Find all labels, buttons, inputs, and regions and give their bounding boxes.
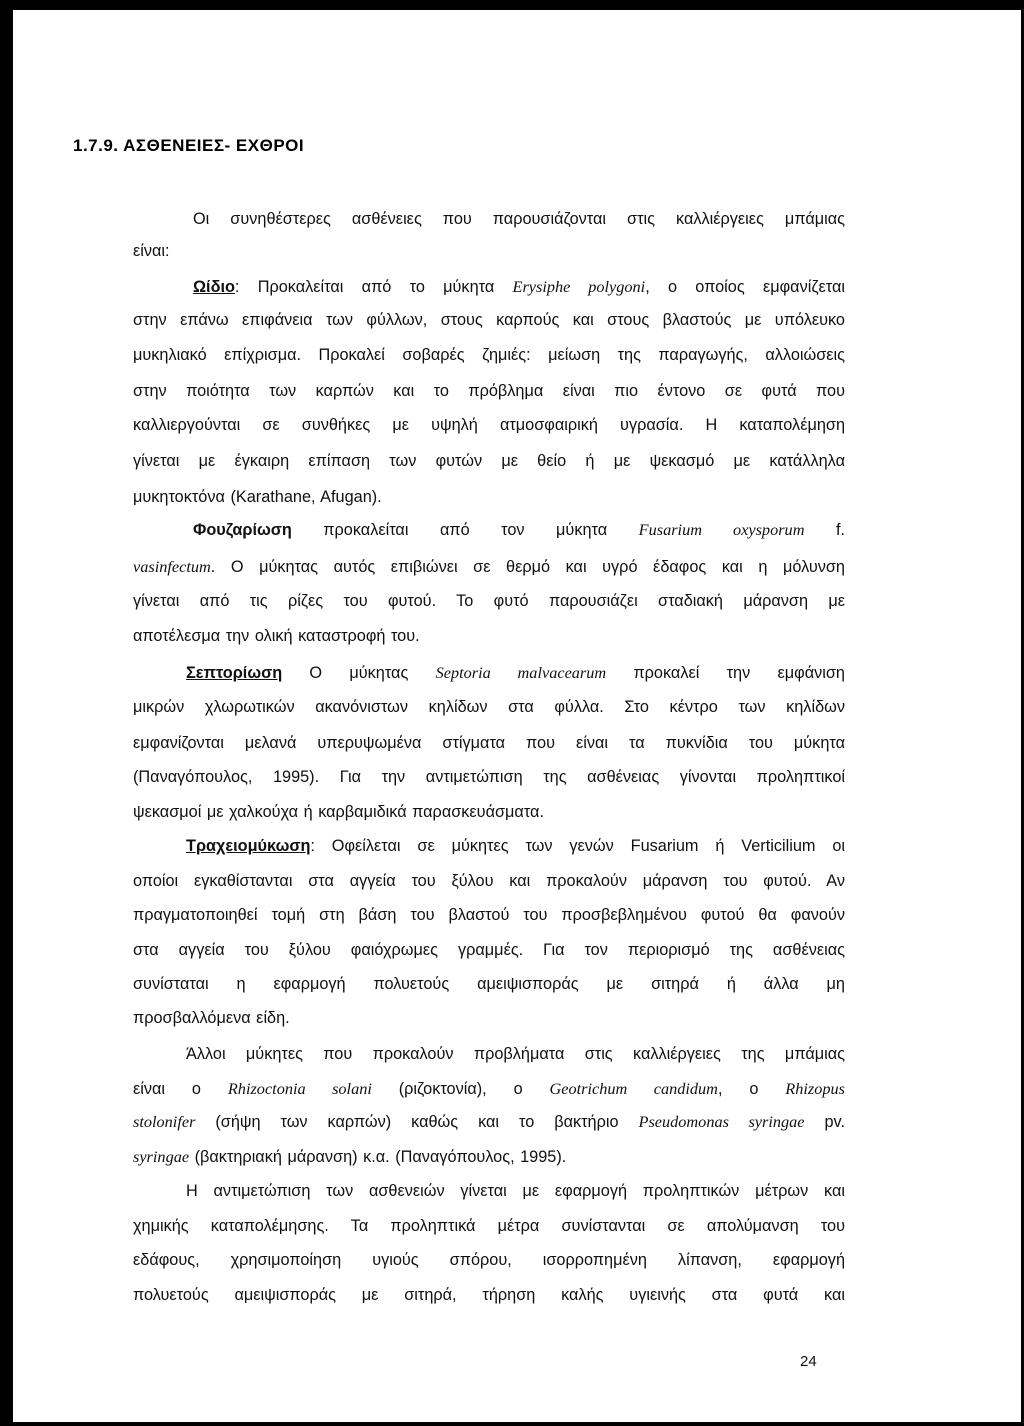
text-line: Τραχειομύκωση: Οφείλεται σε μύκητες των γενών Fusarium ή Verticilium οι: [186, 837, 845, 855]
text-line: συνίσταται η εφαρμογή πολυετούς αμειψισποράς με σιτηρά ή άλλα μη: [133, 975, 845, 993]
text-line: γίνεται με έγκαιρη επίπαση των φυτών με θείο ή με ψεκασμό με κατάλληλα: [133, 452, 845, 470]
text-line: Φουζαρίωση προκαλείται από τον μύκητα Fusarium oxysporum f.: [193, 520, 845, 539]
text-line: στην επάνω επιφάνεια των φύλλων, στους καρπούς και στους βλαστούς με υπόλευκο: [133, 311, 845, 329]
text-line: Άλλοι μύκητες που προκαλούν προβλήματα στις καλλιέργειες της μπάμιας: [186, 1045, 845, 1063]
text-line: προσβαλλόμενα είδη.: [133, 1009, 290, 1027]
term-tracheiomykosi: Τραχειομύκωση: [186, 837, 311, 855]
species-name: Pseudomonas syringae: [638, 1112, 805, 1131]
text-line: μυκητοκτόνα (Karathane, Afugan).: [133, 488, 382, 506]
section-title: 1.7.9. ΑΣΘΕΝΕΙΕΣ- ΕΧΘΡΟΙ: [73, 136, 305, 155]
term-oidio: Ωίδιο: [193, 278, 235, 296]
text-line: Ωίδιο: Προκαλείται από το μύκητα Erysiphe polygoni, ο οποίος εμφανίζεται: [193, 277, 845, 296]
text-line: μυκηλιακό επίχρισμα. Προκαλεί σοβαρές ζημιές: μείωση της παραγωγής, αλλοιώσεις: [133, 346, 845, 364]
term-fouzariosi: Φουζαρίωση: [193, 521, 292, 539]
text-line: γίνεται από τις ρίζες του φυτού. Το φυτό παρουσιάζει σταδιακή μάρανση με: [133, 592, 845, 610]
term-septoriosi: Σεπτορίωση: [186, 664, 283, 682]
text-line: στα αγγεία του ξύλου φαιόχρωμες γραμμές. Για τον περιορισμό της ασθένειας: [133, 941, 845, 959]
species-name: syringae: [133, 1147, 190, 1166]
species-name: Geotrichum candidum: [549, 1079, 718, 1098]
text-line: (Παναγόπουλος, 1995). Για την αντιμετώπιση της ασθένειας γίνονται προληπτικοί: [133, 768, 845, 786]
species-name: vasinfectum: [133, 557, 211, 576]
text-line: είναι:: [133, 242, 170, 260]
text-line: vasinfectum. Ο μύκητας αυτός επιβιώνει σε θερμό και υγρό έδαφος και η μόλυνση: [133, 557, 845, 576]
species-name: Septoria malvacearum: [435, 663, 607, 682]
text-line: εμφανίζονται μελανά υπερυψωμένα στίγματα που είναι τα πυκνίδια του μύκητα: [133, 734, 845, 752]
species-name: Rhizopus: [785, 1079, 845, 1098]
text-line: ψεκασμοί με χαλκούχα ή καρβαμιδικά παρασκευάσματα.: [133, 803, 544, 821]
text-line: Η αντιμετώπιση των ασθενειών γίνεται με εφαρμογή προληπτικών μέτρων και: [186, 1182, 845, 1200]
text-line: μικρών χλωρωτικών ακανόνιστων κηλίδων στα φύλλα. Στο κέντρο των κηλίδων: [133, 698, 845, 716]
page-number: 24: [800, 1353, 817, 1370]
text-line: οποίοι εγκαθίστανται στα αγγεία του ξύλου και προκαλούν μάρανση του φυτού. Αν: [133, 872, 845, 890]
document-page: [13, 10, 1021, 1422]
text-line: Σεπτορίωση Ο μύκητας Septoria malvacearum προκαλεί την εμφάνιση: [186, 663, 845, 682]
text-line: stolonifer (σήψη των καρπών) καθώς και το βακτήριο Pseudomonas syringae pv.: [133, 1112, 845, 1131]
text-line: πραγματοποιηθεί τομή στη βάση του βλαστού του προσβεβλημένου φυτού θα φανούν: [133, 906, 845, 924]
species-name: Fusarium oxysporum: [638, 520, 805, 539]
text-line: χημικής καταπολέμησης. Τα προληπτικά μέτρα συνίστανται σε απολύμανση του: [133, 1217, 845, 1235]
species-name: Rhizoctonia solani: [227, 1079, 372, 1098]
text-line: Οι συνηθέστερες ασθένειες που παρουσιάζονται στις καλλιέργειες μπάμιας: [193, 210, 845, 228]
text-line: είναι ο Rhizoctonia solani (ριζοκτονία), ο Geotrichum candidum, ο Rhizopus: [133, 1079, 845, 1098]
text-line: πολυετούς αμειψισποράς με σιτηρά, τήρηση καλής υγιεινής στα φυτά και: [133, 1286, 845, 1304]
text-line: αποτέλεσμα την ολική καταστροφή του.: [133, 627, 420, 645]
text-line: εδάφους, χρησιμοποίηση υγιούς σπόρου, ισορροπημένη λίπανση, εφαρμογή: [133, 1251, 845, 1269]
text-line: καλλιεργούνται σε συνθήκες με υψηλή ατμοσφαιρική υγρασία. Η καταπολέμηση: [133, 416, 845, 434]
species-name: Erysiphe polygoni: [512, 277, 646, 296]
species-name: stolonifer: [133, 1112, 196, 1131]
text-line: στην ποιότητα των καρπών και το πρόβλημα είναι πιο έντονο σε φυτά που: [133, 382, 845, 400]
text-line: syringae (βακτηριακή μάρανση) κ.α. (Παναγόπουλος, 1995).: [133, 1147, 567, 1166]
